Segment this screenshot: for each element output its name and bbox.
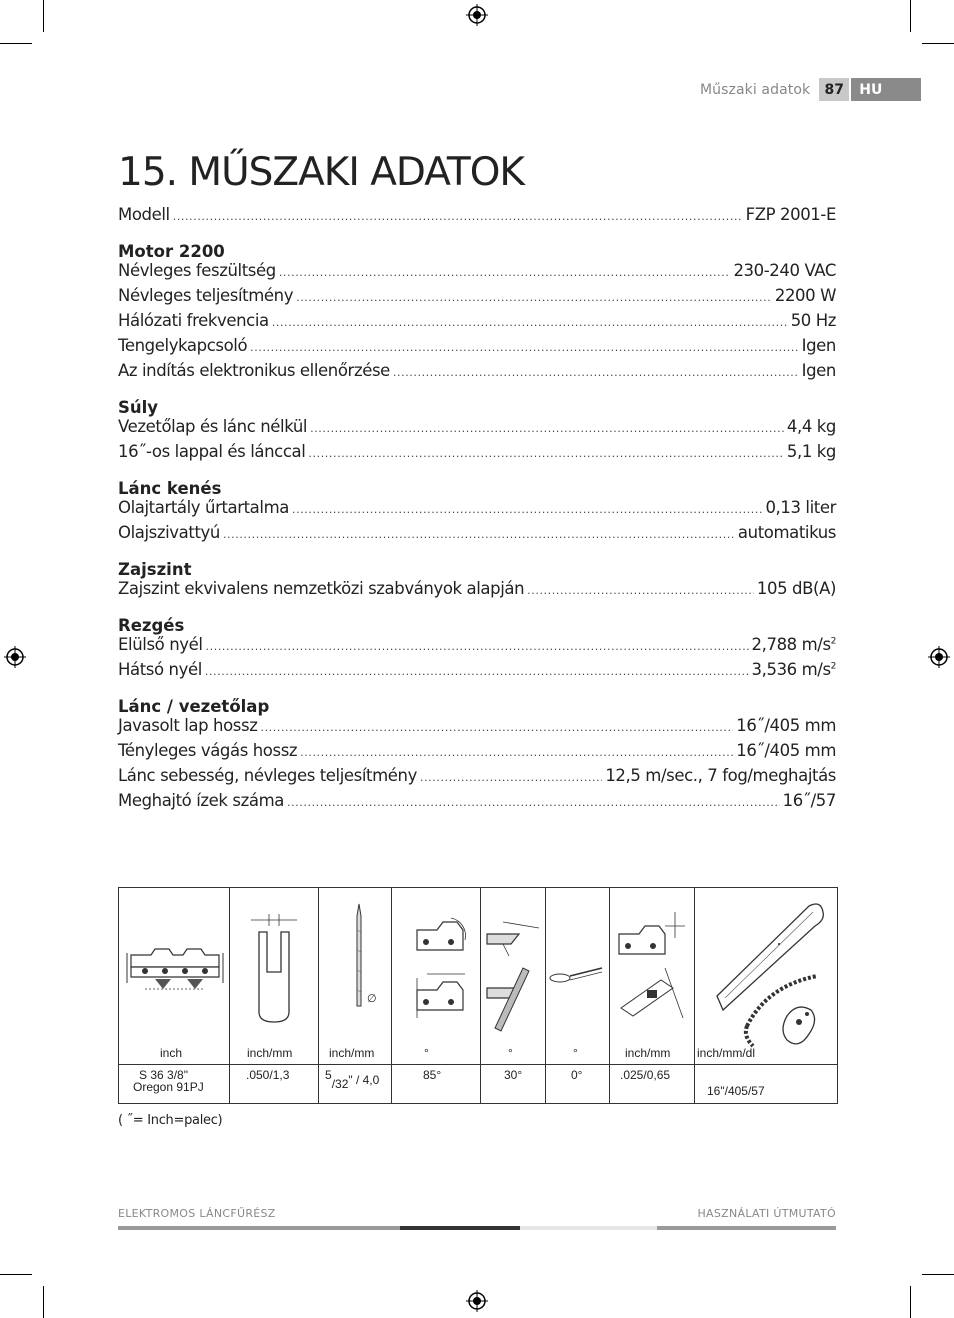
- dot-leader: [250, 341, 798, 354]
- spec-value: Igen: [801, 361, 836, 380]
- spec-row: [118, 417, 836, 442]
- side-plate-angle-value: 30°: [504, 1068, 523, 1082]
- section-heading: Lánc / vezetőlap: [118, 697, 270, 716]
- dot-leader: [272, 316, 788, 329]
- dot-leader: [527, 584, 754, 597]
- dot-leader: [420, 771, 602, 784]
- spec-value: 50 Hz: [790, 311, 836, 330]
- dot-leader: [296, 291, 772, 304]
- spec-row: [118, 741, 836, 766]
- footer-bar: [400, 1226, 520, 1230]
- dot-leader: [206, 640, 749, 653]
- footer-doc-type: HASZNÁLATI ÚTMUTATÓ: [697, 1207, 836, 1220]
- unit-label: °: [573, 1046, 578, 1060]
- spec-row: [118, 311, 836, 336]
- dot-leader: [292, 503, 762, 516]
- spec-value: 2,788 $m/s^2$: [751, 635, 836, 654]
- registration-mark-icon: [928, 646, 950, 668]
- crop-mark: [922, 43, 954, 44]
- spec-label: Hátsó nyél: [118, 660, 202, 679]
- crop-mark: [910, 1286, 911, 1318]
- crop-mark: [0, 1274, 32, 1275]
- file-size-value: $^5$/32" / 4,0: [325, 1068, 380, 1091]
- unit-label: inch/mm: [247, 1046, 293, 1060]
- spec-value: FZP 2001-E: [745, 205, 836, 224]
- section-heading: Rezgés: [118, 616, 185, 635]
- chain-brand: Oregon 91PJ: [133, 1080, 204, 1094]
- dot-leader: [223, 528, 735, 541]
- spec-label: Az indítás elektronikus ellenőrzése: [118, 361, 390, 380]
- spec-label: Hálózati frekvencia: [118, 311, 269, 330]
- chain-type: S 36 3/8": [139, 1068, 188, 1082]
- chain-spec-table: [118, 887, 838, 1104]
- file-guide-angle-value: 0°: [571, 1068, 583, 1082]
- footer-bar: [118, 1226, 400, 1230]
- dot-leader: [308, 447, 783, 460]
- spec-list: [118, 205, 836, 816]
- page-title: 15. MŰSZAKI ADATOK: [118, 150, 525, 195]
- spec-label: Névleges feszültség: [118, 261, 276, 280]
- spec-value: 16˝/57: [782, 791, 836, 810]
- spec-row: [118, 523, 836, 548]
- top-plate-angle-value: 85°: [423, 1068, 442, 1082]
- section-heading: Súly: [118, 398, 159, 417]
- language-badge: HU: [851, 78, 921, 101]
- spec-row: [118, 261, 836, 286]
- spec-label: Meghajtó ízek száma: [118, 791, 284, 810]
- spec-value: 230-240 VAC: [733, 261, 836, 280]
- spec-row: [118, 635, 836, 660]
- spec-label: Olajtartály űrtartalma: [118, 498, 289, 517]
- footer-bar: [657, 1226, 836, 1230]
- file-diameter-symbol: ∅: [367, 993, 377, 1005]
- unit-label: inch/mm/dl: [697, 1046, 756, 1060]
- drive-link-value: .050/1,3: [246, 1068, 290, 1082]
- drive-link-gauge-icon: [249, 910, 299, 1025]
- spec-value: automatikus: [737, 523, 836, 542]
- spec-label: Olajszivattyú: [118, 523, 220, 542]
- spec-value: Igen: [801, 336, 836, 355]
- registration-mark-icon: [4, 646, 26, 668]
- header-section-title: Műszaki adatok: [700, 81, 811, 98]
- spec-row: [118, 579, 836, 604]
- spec-row: [118, 660, 836, 685]
- dot-leader: [279, 266, 731, 279]
- chain-pitch-icon: [125, 933, 225, 998]
- depth-gauge-icon: [613, 908, 689, 1028]
- spec-label: Zajszint ekvivalens nemzetközi szabványok alapján: [118, 579, 525, 598]
- spec-row: [118, 766, 836, 791]
- spec-value: 16˝/405 mm: [736, 741, 836, 760]
- spec-row-model: [118, 205, 836, 230]
- spec-label: Névleges teljesítmény: [118, 286, 294, 305]
- unit-label: inch/mm: [625, 1046, 671, 1060]
- section-heading: Lánc kenés: [118, 479, 222, 498]
- top-plate-angle-icon: [411, 908, 471, 1018]
- spec-value: 16˝/405 mm: [736, 716, 836, 735]
- spec-label: Elülső nyél: [118, 635, 203, 654]
- guide-bar-chain-icon: [707, 896, 835, 1061]
- spec-value: 12,5 m/sec., 7 fog/meghajtás: [605, 766, 836, 785]
- dot-leader: [173, 210, 743, 223]
- footer-bar: [520, 1226, 657, 1230]
- dot-leader: [310, 422, 784, 435]
- spec-row: [118, 336, 836, 361]
- registration-mark-icon: [466, 4, 488, 26]
- dot-leader: [393, 366, 799, 379]
- spec-label: Lánc sebesség, névleges teljesítmény: [118, 766, 417, 785]
- bar-length-value: 16"/405/57: [707, 1084, 765, 1098]
- unit-label: inch: [160, 1046, 183, 1060]
- spec-row: [118, 361, 836, 386]
- registration-mark-icon: [466, 1290, 488, 1312]
- unit-label: inch/mm: [329, 1046, 375, 1060]
- page-number: 87: [819, 78, 849, 101]
- dot-leader: [300, 746, 733, 759]
- footer-product: ELEKTROMOS LÁNCFŰRÉSZ: [118, 1207, 276, 1220]
- spec-row: [118, 286, 836, 311]
- page-header: [700, 78, 921, 101]
- spec-value: 5,1 kg: [786, 442, 836, 461]
- spec-row: [118, 791, 836, 816]
- spec-row: [118, 498, 836, 523]
- dot-leader: [205, 665, 749, 678]
- side-plate-angle-icon: [483, 918, 541, 1036]
- section-heading: Zajszint: [118, 560, 192, 579]
- spec-label: Tényleges vágás hossz: [118, 741, 298, 760]
- spec-label: Modell: [118, 205, 170, 224]
- spec-row: [118, 716, 836, 741]
- spec-row: [118, 442, 836, 467]
- file-guide-angle-icon: [546, 963, 606, 993]
- crop-mark: [43, 1286, 44, 1318]
- depth-gauge-value: .025/0,65: [620, 1068, 671, 1082]
- dot-leader: [260, 721, 733, 734]
- unit-label: °: [424, 1046, 429, 1060]
- section-heading: Motor 2200: [118, 242, 225, 261]
- spec-label: Tengelykapcsoló: [118, 336, 248, 355]
- spec-value: 4,4 kg: [786, 417, 836, 436]
- crop-mark: [0, 43, 32, 44]
- spec-label: Vezetőlap és lánc nélkül: [118, 417, 308, 436]
- unit-label: °: [508, 1046, 513, 1060]
- spec-value: 105 dB(A): [756, 579, 836, 598]
- spec-label: Javasolt lap hossz: [118, 716, 258, 735]
- spec-value: 3,536 $m/s^2$: [751, 660, 836, 679]
- dot-leader: [287, 796, 780, 809]
- spec-label: 16˝-os lappal és lánccal: [118, 442, 306, 461]
- inch-note: ( ˝= Inch=palec): [118, 1113, 223, 1128]
- spec-value: 2200 W: [774, 286, 836, 305]
- crop-mark: [910, 0, 911, 32]
- crop-mark: [43, 0, 44, 32]
- crop-mark: [922, 1274, 954, 1275]
- spec-value: 0,13 liter: [765, 498, 836, 517]
